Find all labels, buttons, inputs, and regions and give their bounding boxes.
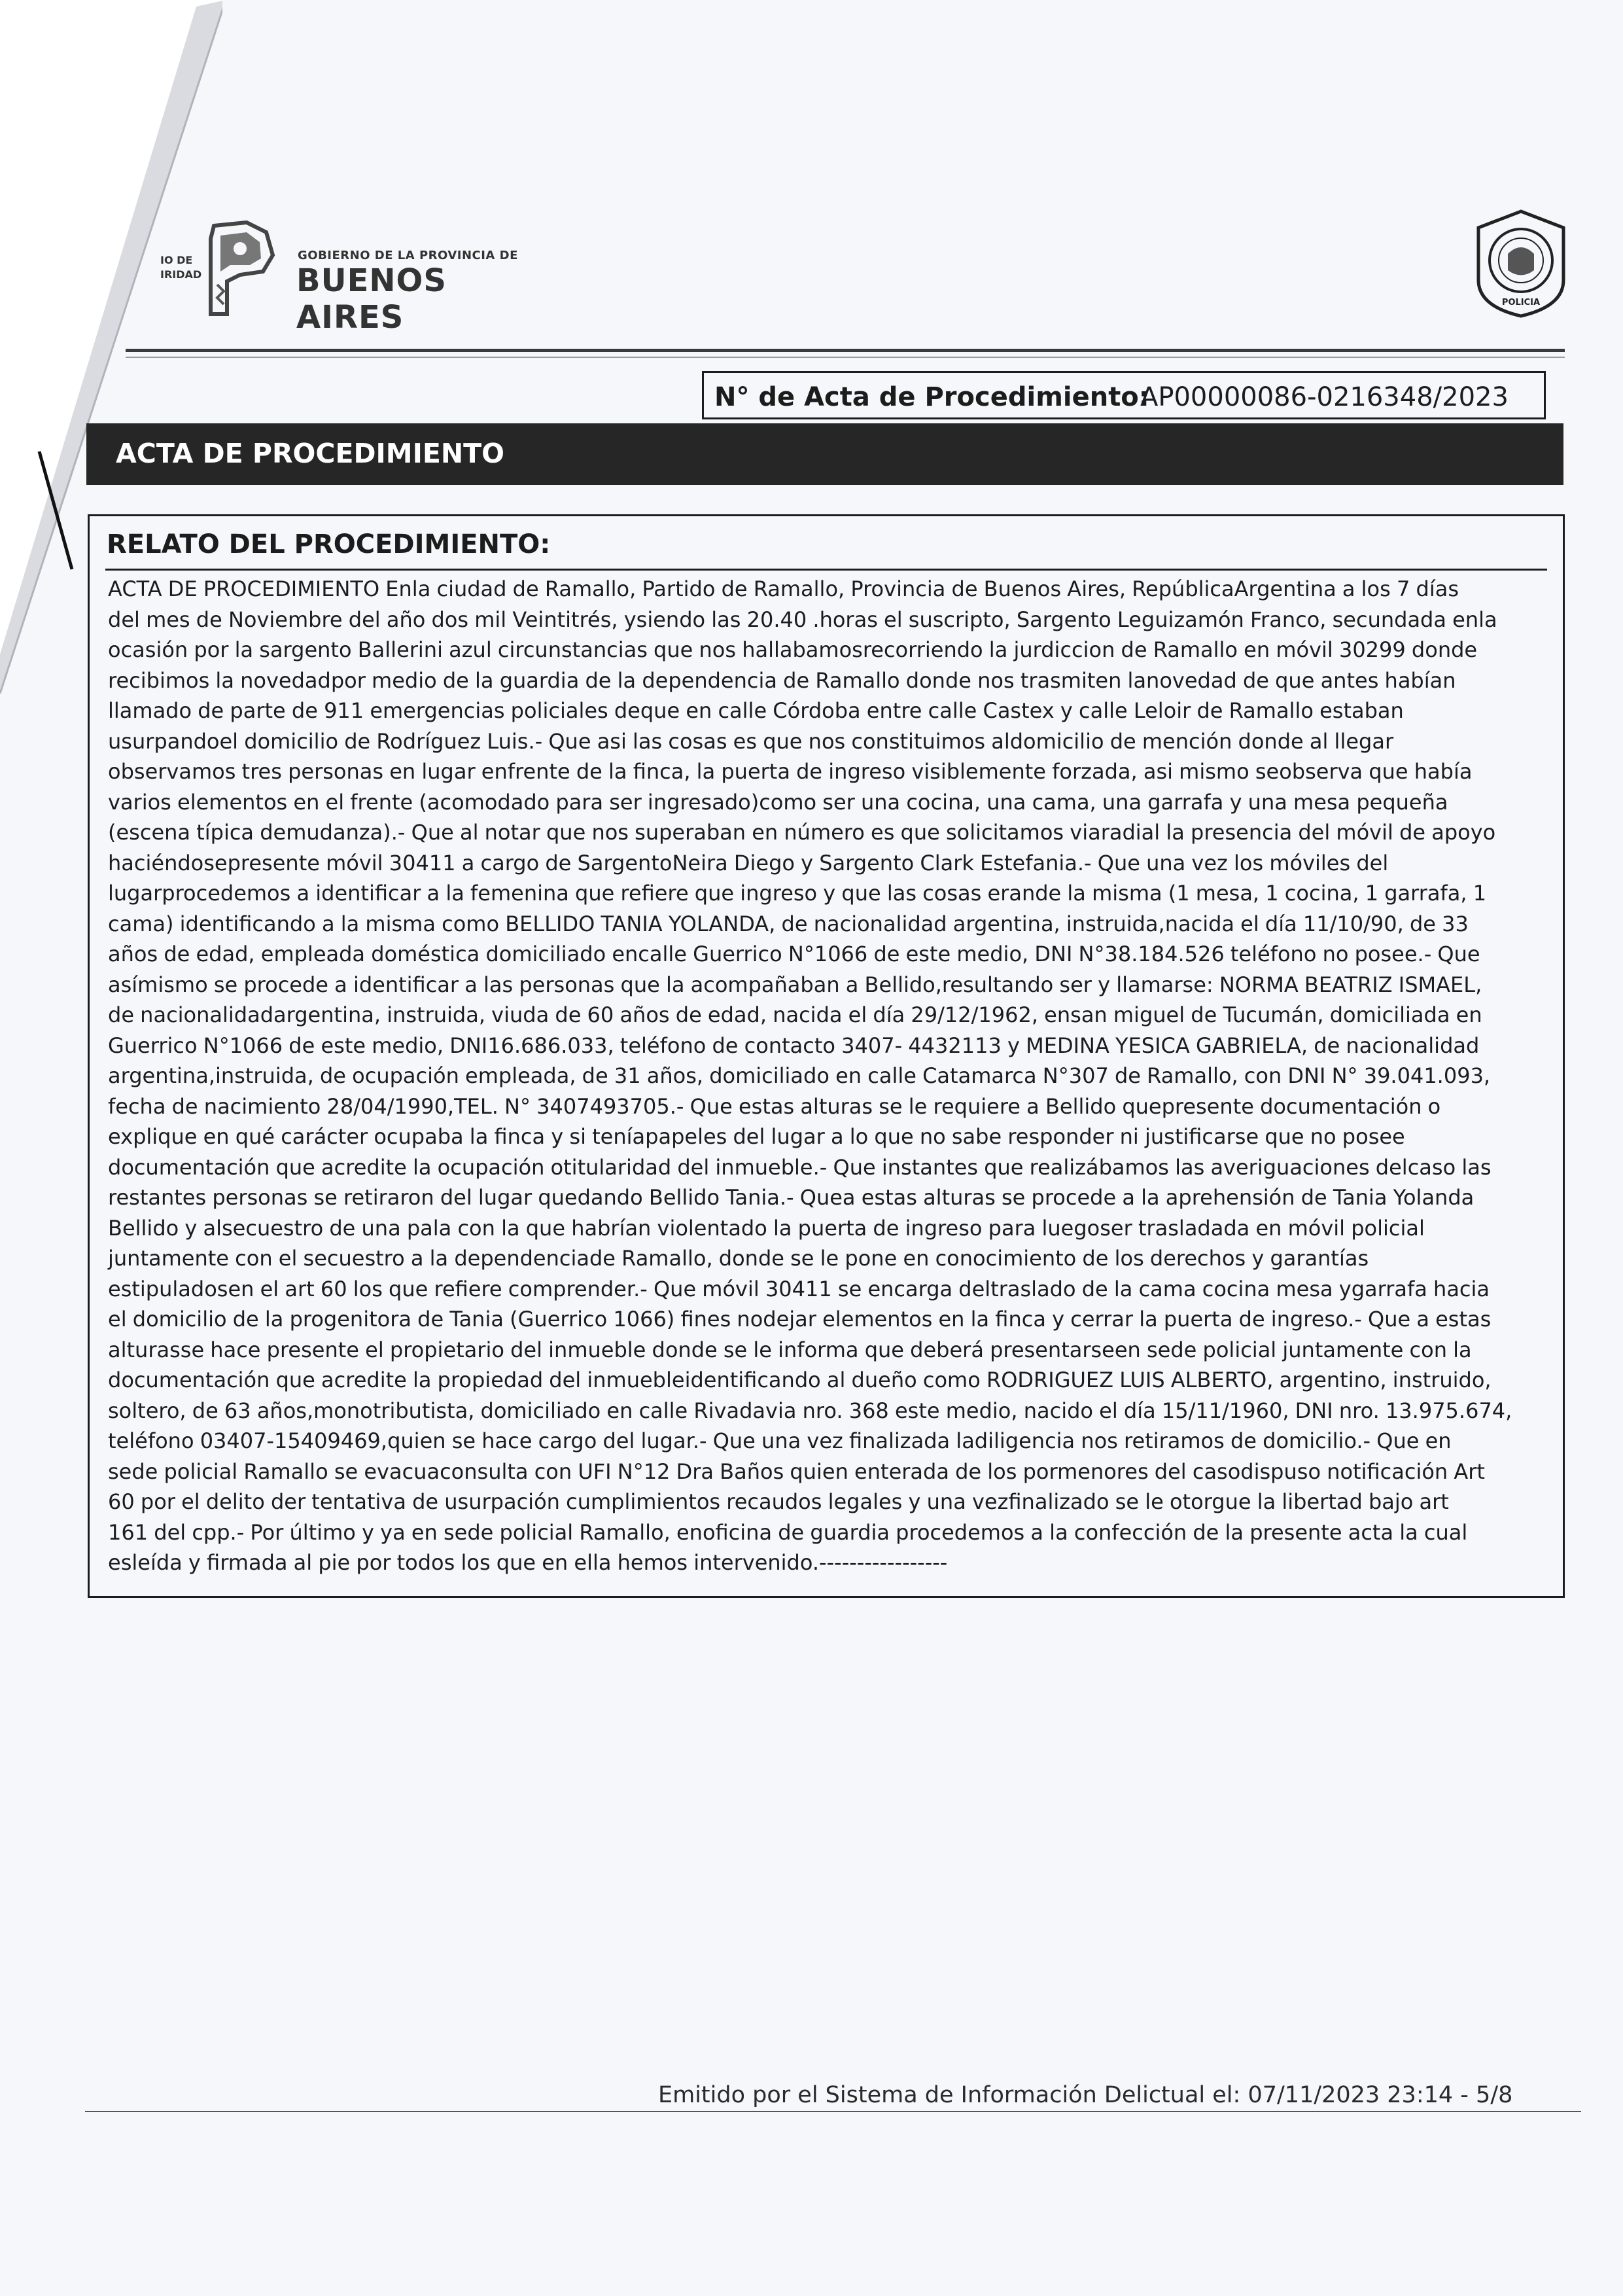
relato-line: el domicilio de la progenitora de Tania (Guerrico 1066) fines nodejar elementos en la finca y cerrar la puerta de ingreso.- Que a estas [108,1307,1492,1332]
police-badge-icon [1472,208,1570,319]
section-title: ACTA DE PROCEDIMIENTO [116,438,504,469]
section-banner [86,423,1563,485]
footer-rule [85,2111,1581,2112]
province-emblem-icon [201,219,279,317]
gov-logo [160,219,540,336]
acta-number-label: N° de Acta de Procedimiento: [714,382,1149,412]
relato-line: (escena típica demudanza).- Que al notar que nos superaban en número es que solicitamos viaradial la presencia del móvil de apoyo [108,820,1496,845]
footer-emitted: Emitido por el Sistema de Información Delictual el: 07/11/2023 23:14 - 5/8 [658,2082,1513,2108]
relato-line: sede policial Ramallo se evacuaconsulta con UFI N°12 Dra Baños quien enterada de los pormenores del casodispuso notificación Art [108,1458,1485,1484]
relato-line: llamado de parte de 911 emergencias policiales deque en calle Córdoba entre calle Castex y calle Leloir de Ramallo estaban [108,698,1404,723]
relato-box [88,514,1565,1598]
relato-line: fecha de nacimiento 28/04/1990,TEL. N° 3407493705.- Que estas alturas se le requiere a Bellido quepresente documentación o [108,1093,1441,1119]
relato-line: argentina,instruida, de ocupación empleada, de 31 años, domiciliado en calle Catamarca N°307 de Ramallo, con DNI N° 39.041.093, [108,1063,1491,1088]
acta-number-value: AP00000086-0216348/2023 [1140,382,1509,412]
relato-line: del mes de Noviembre del año dos mil Veintitrés, ysiendo las 20.40 .horas el suscripto, Sargento Leguizamón Franco, secundada enla [108,607,1497,632]
gov-line: GOBIERNO DE LA PROVINCIA DE [298,249,518,262]
relato-line: asímismo se procede a identificar a las personas que la acompañaban a Bellido,resultando ser y llamarse: NORMA BEATRIZ ISMAEL, [108,972,1482,997]
relato-line: estipuladosen el art 60 los que refiere comprender.- Que móvil 30411 se encarga deltraslado de la cama cocina mesa ygarrafa hacia [108,1276,1490,1301]
svg-text:POLICIA: POLICIA [1501,298,1541,308]
relato-line: haciéndosepresente móvil 30411 a cargo de SargentoNeira Diego y Sargento Clark Estefania.- Que una vez los móviles del [108,850,1389,875]
relato-line: 60 por el delito der tentativa de usurpación cumplimientos recaudos legales y una vezfinalizado se le otorgue la libertad bajo art [108,1489,1449,1514]
relato-line: esleída y firmada al pie por todos los que en ella hemos intervenido.----------------- [108,1550,948,1575]
header-rule-thin [126,357,1565,358]
logo-fragment-text: IO DE IRIDAD [160,254,202,281]
relato-line: teléfono 03407-15409469,quien se hace cargo del lugar.- Que una vez finalizada ladiligencia nos retiramos de domicilio.- Que en [108,1428,1452,1453]
relato-line: juntamente con el secuestro a la dependenciade Ramallo, donde se le pone en conocimiento de los derechos y garantías [108,1246,1369,1271]
relato-line: restantes personas se retiraron del lugar quedando Bellido Tania.- Quea estas alturas se procede a la aprehensión de Tania Yolanda [108,1185,1475,1210]
relato-line: documentación que acredite la ocupación otitularidad del inmueble.- Que instantes que realizábamos las averiguaciones delcaso las [108,1154,1492,1180]
relato-line: cama) identificando a la misma como BELLIDO TANIA YOLANDA, de nacionalidad argentina, instruida,nacida el día 11/10/90, de 33 [108,911,1469,936]
relato-line: soltero, de 63 años,monotributista, domiciliado en calle Rivadavia nro. 368 este medio, nacido el día 15/11/1960, DNI nro. 13.975.674, [108,1398,1512,1423]
relato-line: documentación que acredite la propiedad del inmuebleidentificando al dueño como RODRIGUEZ LUIS ALBERTO, argentino, instruido, [108,1368,1492,1392]
relato-heading: RELATO DEL PROCEDIMIENTO: [107,529,551,559]
relato-line: usurpandoel domicilio de Rodríguez Luis.- Que asi las cosas es que nos constituimos aldomicilio de mención donde al llegar [108,728,1394,754]
relato-line: alturasse hace presente el propietario del inmueble donde se le informa que deberá presentarseen sede policial juntamente con la [108,1337,1472,1362]
relato-line: años de edad, empleada doméstica domiciliado encalle Guerrico N°1066 de este medio, DNI N°38.184.526 teléfono no posee.- Que [108,942,1480,966]
header-rule [126,349,1565,352]
relato-line: explique en qué carácter ocupaba la finca y si teníapapeles del lugar a lo que no sabe responder ni justificarse que no posee [108,1124,1405,1149]
acta-number-box [702,371,1546,419]
relato-line: recibimos la novedadpor medio de la guardia de la dependencia de Ramallo donde nos trasmiten lanovedad de que antes habían [108,667,1456,693]
relato-line: 161 del cpp.- Por último y ya en sede policial Ramallo, enoficina de guardia procedemos a la confección de la presente acta la cual [108,1519,1468,1545]
relato-line: Bellido y alsecuestro de una pala con la que habrían violentado la puerta de ingreso para luegoser trasladada en móvil policial [108,1215,1425,1241]
relato-line: lugarprocedemos a identificar a la femenina que refiere que ingreso y que las cosas erande la misma (1 mesa, 1 cocina, 1 garrafa, 1 [108,881,1487,906]
relato-text [108,574,1550,1578]
relato-line: de nacionalidadargentina, instruida, viuda de 60 años de edad, nacida el día 29/12/1962, ensan miguel de Tucumán, domiciliada en [108,1002,1482,1027]
gov-name: BUENOS AIRES [296,262,447,336]
relato-line: Guerrico N°1066 de este medio, DNI16.686.033, teléfono de contacto 3407- 4432113 y MEDINA YESICA GABRIELA, de nacionalidad [108,1033,1480,1058]
relato-line: ocasión por la sargento Ballerini azul circunstancias que nos hallabamosrecorriendo la jurdiccion de Ramallo en móvil 30299 donde [108,637,1478,662]
relato-heading-rule [105,569,1547,571]
relato-line: ACTA DE PROCEDIMIENTO Enla ciudad de Ramallo, Partido de Ramallo, Provincia de Buenos Aires, RepúblicaArgentina a los 7 días [108,576,1459,601]
relato-line: varios elementos en el frente (acomodado para ser ingresado)como ser una cocina, una cama, una garrafa y una mesa pequeña [108,789,1448,815]
relato-line: observamos tres personas en lugar enfrente de la finca, la puerta de ingreso visiblemente forzada, asi mismo seobserva que había [108,759,1473,784]
